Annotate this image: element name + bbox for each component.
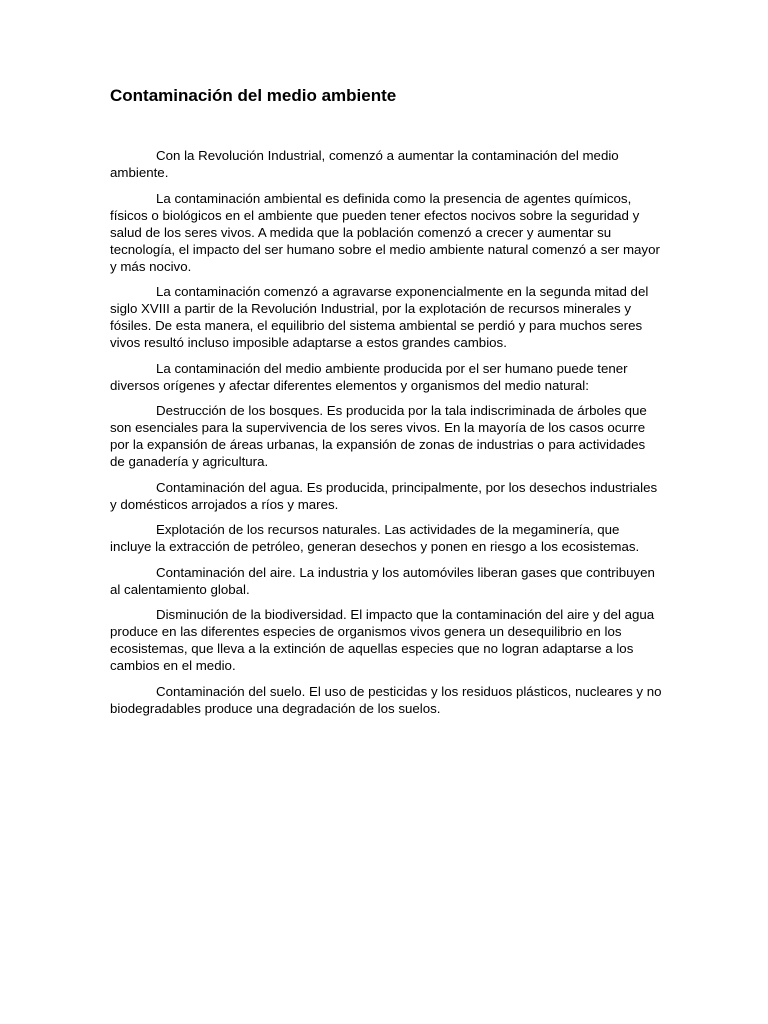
paragraph-history: La contaminación comenzó a agravarse exponencialmente en la segunda mitad del siglo XVIII a partir de la Revolución Industrial, por la explotación de recursos minerales y fósiles. De esta manera, el equilibrio del sistema ambiental se perdió y para muchos seres vivos resultó incluso imposible adaptarse a estos grandes cambios. <box>110 284 649 350</box>
paragraph-air: Contaminación del aire. La industria y los automóviles liberan gases que contribuyen al calentamiento global. <box>110 564 655 597</box>
document-title: Contaminación del medio ambiente <box>110 86 397 105</box>
paragraph-origins: La contaminación del medio ambiente producida por el ser humano puede tener diversos orígenes y afectar diferentes elementos y organismos del medio natural: <box>110 360 628 393</box>
paragraph-soil: Contaminación del suelo. El uso de pesticidas y los residuos plásticos, nucleares y no biodegradables produce una degradación de los suelos. <box>110 683 662 716</box>
document-body <box>110 147 663 725</box>
paragraph-resources: Explotación de los recursos naturales. Las actividades de la megaminería, que incluye la extracción de petróleo, generan desechos y ponen en riesgo a los ecosistemas. <box>110 522 640 554</box>
paragraph-biodiversity: Disminución de la biodiversidad. El impacto que la contaminación del aire y del agua produce en las diferentes especies de organismos vivos genera un desequilibrio en los ecosistemas, que lleva a la extinción de aquellas especies que no logran adaptarse a los cambios en el medio. <box>110 607 655 673</box>
paragraph-intro: Con la Revolución Industrial, comenzó a aumentar la contaminación del medio ambiente. <box>110 148 619 180</box>
paragraph-water: Contaminación del agua. Es producida, principalmente, por los desechos industriales y domésticos arrojados a ríos y mares. <box>110 479 658 512</box>
paragraph-definition: La contaminación ambiental es definida como la presencia de agentes químicos, físicos o biológicos en el ambiente que pueden tener efectos nocivos sobre la seguridad y salud de los seres vivos. A medida que la población comenzó a crecer y aumentar su tecnología, el impacto del ser humano sobre el medio ambiente natural comenzó a ser mayor y más nocivo. <box>110 190 660 274</box>
paragraph-deforestation: Destrucción de los bosques. Es producida por la tala indiscriminada de árboles que son esenciales para la supervivencia de los seres vivos. En la mayoría de los casos ocurre por la expansión de áreas urbanas, la expansión de zonas de industrias o para actividades de ganadería y agricultura. <box>110 403 647 469</box>
